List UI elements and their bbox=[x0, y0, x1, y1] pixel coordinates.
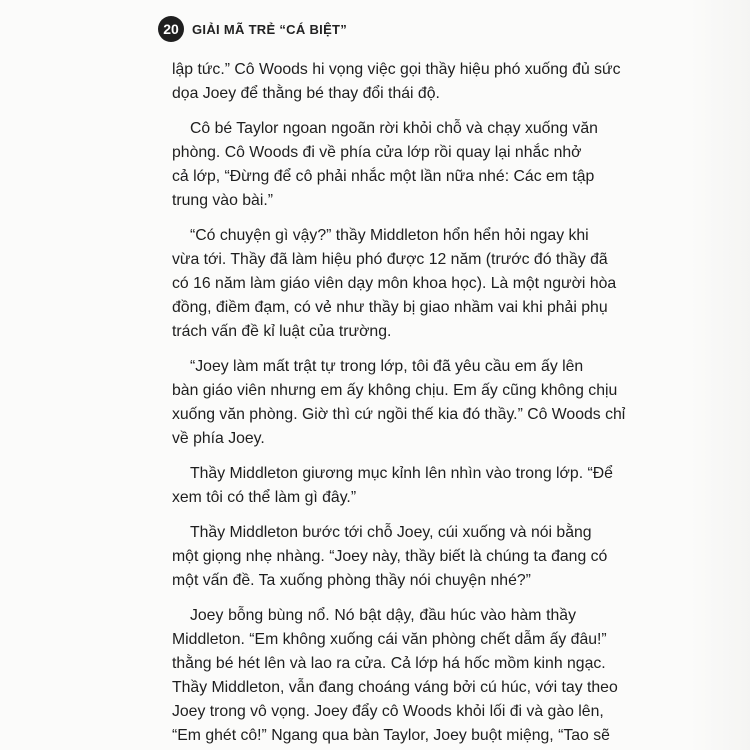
paragraph-gap bbox=[172, 213, 576, 224]
text-line: Thầy Middleton, vẫn đang choáng váng bởi cú húc, với tay theo bbox=[172, 679, 618, 696]
paragraph bbox=[172, 462, 613, 510]
text-line: trung vào bài.” bbox=[172, 192, 273, 209]
paragraph bbox=[172, 58, 621, 106]
text-line: Cô bé Taylor ngoan ngoãn rời khỏi chỗ và chạy xuống văn bbox=[190, 120, 598, 137]
page-number-badge: 20 bbox=[158, 16, 184, 42]
paragraph-gap bbox=[172, 106, 576, 117]
text-line: trách vấn đề kỉ luật của trường. bbox=[172, 323, 392, 340]
text-line: phòng. Cô Woods đi về phía cửa lớp rồi quay lại nhắc nhở bbox=[172, 144, 582, 161]
text-line: xem tôi có thể làm gì đây.” bbox=[172, 489, 357, 506]
text-line: xuống văn phòng. Giờ thì cứ ngồi thế kia đó thầy.” Cô Woods chỉ bbox=[172, 406, 626, 423]
text-line: lập tức.” Cô Woods hi vọng việc gọi thầy hiệu phó xuống đủ sức bbox=[172, 61, 621, 78]
paragraph-gap bbox=[172, 344, 576, 355]
text-line: cả lớp, “Đừng để cô phải nhắc một lần nữa nhé: Các em tập bbox=[172, 168, 595, 185]
text-line: Middleton. “Em không xuống cái văn phòng chết dẫm ấy đâu!” bbox=[172, 631, 607, 648]
text-line: Joey bỗng bùng nổ. Nó bật dậy, đầu húc vào hàm thầy bbox=[190, 607, 576, 624]
text-line: dọa Joey để thằng bé thay đổi thái độ. bbox=[172, 85, 440, 102]
paragraph-gap bbox=[172, 510, 576, 521]
text-line: Thầy Middleton giương mục kỉnh lên nhìn vào trong lớp. “Để bbox=[190, 465, 613, 482]
page-header bbox=[158, 16, 347, 42]
text-line: Thầy Middleton bước tới chỗ Joey, cúi xuống và nói bằng bbox=[190, 524, 592, 541]
text-line: thằng bé hét lên và lao ra cửa. Cả lớp há hốc mồm kinh ngạc. bbox=[172, 655, 606, 672]
text-line: bàn giáo viên nhưng em ấy không chịu. Em ấy cũng không chịu bbox=[172, 382, 618, 399]
paragraph bbox=[172, 117, 598, 213]
text-line: về phía Joey. bbox=[172, 430, 265, 447]
text-line: “Joey làm mất trật tự trong lớp, tôi đã yêu cầu em ấy lên bbox=[190, 358, 584, 375]
body-text bbox=[172, 58, 626, 748]
paragraph-gap bbox=[172, 593, 576, 604]
paragraph bbox=[172, 355, 626, 451]
text-line: “Em ghét cô!” Ngang qua bàn Taylor, Joey buột miệng, “Tao sẽ bbox=[172, 727, 610, 744]
running-title: GIẢI MÃ TRẺ “CÁ BIỆT” bbox=[192, 21, 348, 37]
text-line: “Có chuyện gì vậy?” thầy Middleton hổn hển hỏi ngay khi bbox=[190, 227, 589, 244]
text-line: một vấn đề. Ta xuống phòng thầy nói chuyện nhé?” bbox=[172, 572, 531, 589]
page-fold-shadow bbox=[690, 0, 750, 750]
text-line: đồng, điềm đạm, có vẻ như thầy bị giao nhầm vai khi phải phụ bbox=[172, 299, 608, 316]
text-line: vừa tới. Thầy đã làm hiệu phó được 12 năm (trước đó thầy đã bbox=[172, 251, 608, 268]
paragraph bbox=[172, 604, 618, 748]
paragraph bbox=[172, 521, 608, 593]
paragraph-gap bbox=[172, 451, 576, 462]
text-line: Joey trong vô vọng. Joey đẩy cô Woods khỏi lối đi và gào lên, bbox=[172, 703, 604, 720]
text-line: một giọng nhẹ nhàng. “Joey này, thầy biết là chúng ta đang có bbox=[172, 548, 608, 565]
text-line: có 16 năm làm giáo viên dạy môn khoa học). Là một người hòa bbox=[172, 275, 617, 292]
paragraph bbox=[172, 224, 617, 344]
